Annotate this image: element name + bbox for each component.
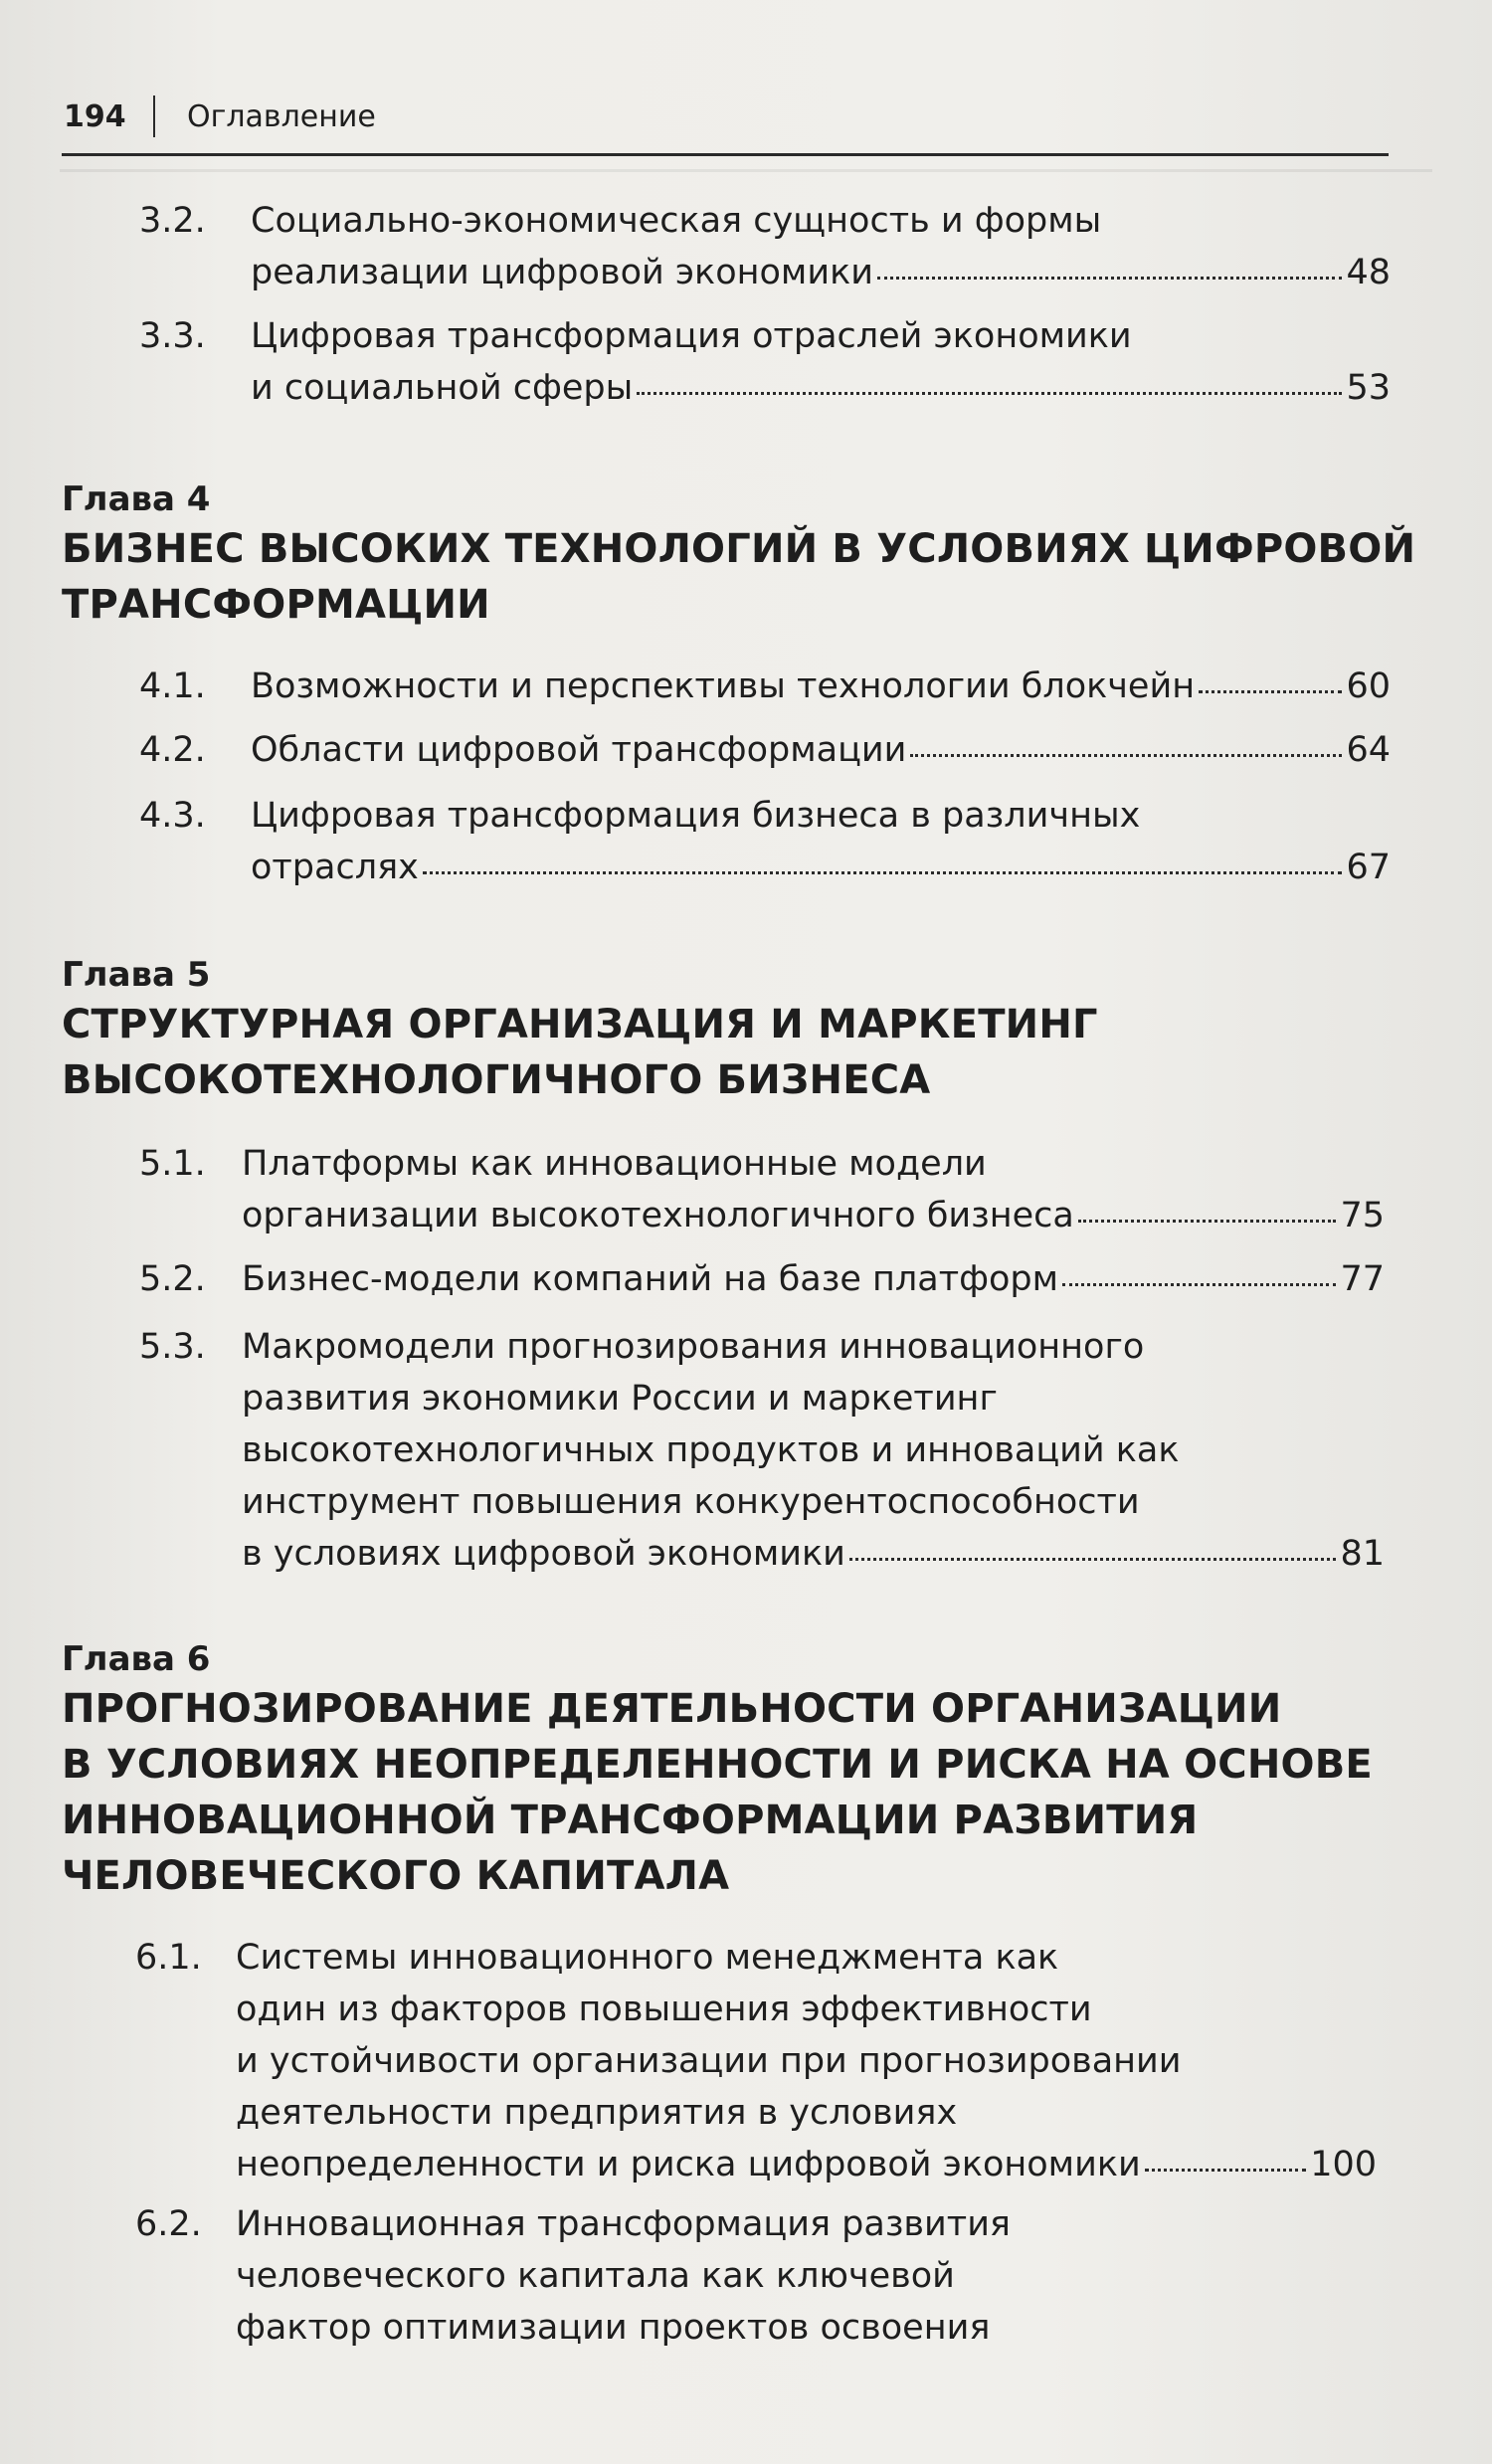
section-title-line: Бизнес-модели компаний на базе платформ [242, 1259, 1059, 1299]
dot-leader [877, 277, 1343, 280]
page-ref: 48 [1346, 253, 1391, 292]
page-ref: 64 [1346, 730, 1391, 770]
chapter-title-line: ЧЕЛОВЕЧЕСКОГО КАПИТАЛА [62, 1853, 730, 1899]
chapter-label: Глава 5 [62, 955, 211, 995]
section-title-line: Системы инновационного менеджмента как [236, 1938, 1059, 1978]
dot-leader [910, 754, 1342, 757]
section-number: 4.3. [139, 796, 206, 836]
section-title-line: один из факторов повышения эффективности [236, 1990, 1092, 2029]
section-title-line: инструмент повышения конкурентоспособности [242, 1482, 1140, 1522]
chapter-title [62, 521, 1415, 633]
section-title-line: Макромодели прогнозирования инновационного [242, 1327, 1145, 1367]
page-ref: 67 [1346, 848, 1391, 887]
section-title-line: развития экономики России и маркетинг [242, 1379, 998, 1419]
section-title-line: в условиях цифровой экономики [242, 1534, 845, 1574]
chapter-title [62, 997, 1098, 1108]
section-title-line: Цифровая трансформация бизнеса в различных [251, 796, 1141, 836]
section-title-line: Инновационная трансформация развития [236, 2204, 1011, 2244]
dot-leader [1199, 690, 1342, 693]
section-title-line: отраслях [251, 848, 419, 887]
section-number: 3.2. [139, 201, 206, 241]
section-title-line: неопределенности и риска цифровой экономики [236, 2145, 1141, 2184]
section-title-line: Области цифровой трансформации [251, 730, 907, 770]
section-number: 4.1. [139, 666, 206, 706]
chapter-label: Глава 4 [62, 479, 211, 519]
dot-leader [1078, 1220, 1337, 1223]
section-number: 6.2. [135, 2204, 202, 2244]
dot-leader [423, 871, 1343, 874]
section-number: 4.2. [139, 730, 206, 770]
chapter-title-line: В УСЛОВИЯХ НЕОПРЕДЕЛЕННОСТИ И РИСКА НА ОСНОВЕ [62, 1742, 1373, 1788]
chapter-title [62, 1681, 1373, 1904]
page-ref: 75 [1340, 1196, 1385, 1235]
page-ref: 81 [1340, 1534, 1385, 1574]
dot-leader [849, 1558, 1337, 1561]
page-ref: 77 [1340, 1259, 1385, 1299]
section-title-line: человеческого капитала как ключевой [236, 2256, 955, 2296]
section-title-line: Цифровая трансформация отраслей экономики [251, 316, 1132, 356]
section-title-line: фактор оптимизации проектов освоения [236, 2308, 991, 2348]
section-title-line: и социальной сферы [251, 368, 634, 408]
section-number: 5.1. [139, 1144, 206, 1184]
chapter-title-line: СТРУКТУРНАЯ ОРГАНИЗАЦИЯ И МАРКЕТИНГ [62, 1002, 1098, 1047]
chapter-title-line: ВЫСОКОТЕХНОЛОГИЧНОГО БИЗНЕСА [62, 1057, 931, 1103]
chapter-title-line: ТРАНСФОРМАЦИИ [62, 582, 490, 628]
section-title-line: Возможности и перспективы технологии блокчейн [251, 666, 1196, 706]
dot-leader [1062, 1283, 1336, 1286]
header-title: Оглавление [187, 99, 376, 134]
section-title-line: Социально-экономическая сущность и формы [251, 201, 1102, 241]
chapter-title-line: ПРОГНОЗИРОВАНИЕ ДЕЯТЕЛЬНОСТИ ОРГАНИЗАЦИИ [62, 1686, 1282, 1732]
section-title-line: деятельности предприятия в условиях [236, 2093, 958, 2133]
section-title-line: высокотехнологичных продуктов и инноваций как [242, 1430, 1180, 1470]
section-number: 5.3. [139, 1327, 206, 1367]
section-title-line: реализации цифровой экономики [251, 253, 873, 292]
dot-leader [1145, 2169, 1306, 2172]
section-number: 6.1. [135, 1938, 202, 1978]
running-header [62, 92, 1389, 156]
section-title-line: и устойчивости организации при прогнозировании [236, 2041, 1182, 2081]
dot-leader [637, 392, 1342, 395]
chapter-label: Глава 6 [62, 1639, 211, 1679]
chapter-title-line: БИЗНЕС ВЫСОКИХ ТЕХНОЛОГИЙ В УСЛОВИЯХ ЦИФРОВОЙ [62, 526, 1416, 572]
section-number: 5.2. [139, 1259, 206, 1299]
section-title-line: организации высокотехнологичного бизнеса [242, 1196, 1074, 1235]
header-separator [153, 95, 155, 137]
page-ref: 53 [1346, 368, 1391, 408]
page-number: 194 [64, 99, 126, 134]
chapter-title-line: ИННОВАЦИОННОЙ ТРАНСФОРМАЦИИ РАЗВИТИЯ [62, 1798, 1199, 1843]
section-number: 3.3. [139, 316, 206, 356]
page-ref: 100 [1310, 2145, 1377, 2184]
section-title-line: Платформы как инновационные модели [242, 1144, 987, 1184]
page-ref: 60 [1346, 666, 1391, 706]
